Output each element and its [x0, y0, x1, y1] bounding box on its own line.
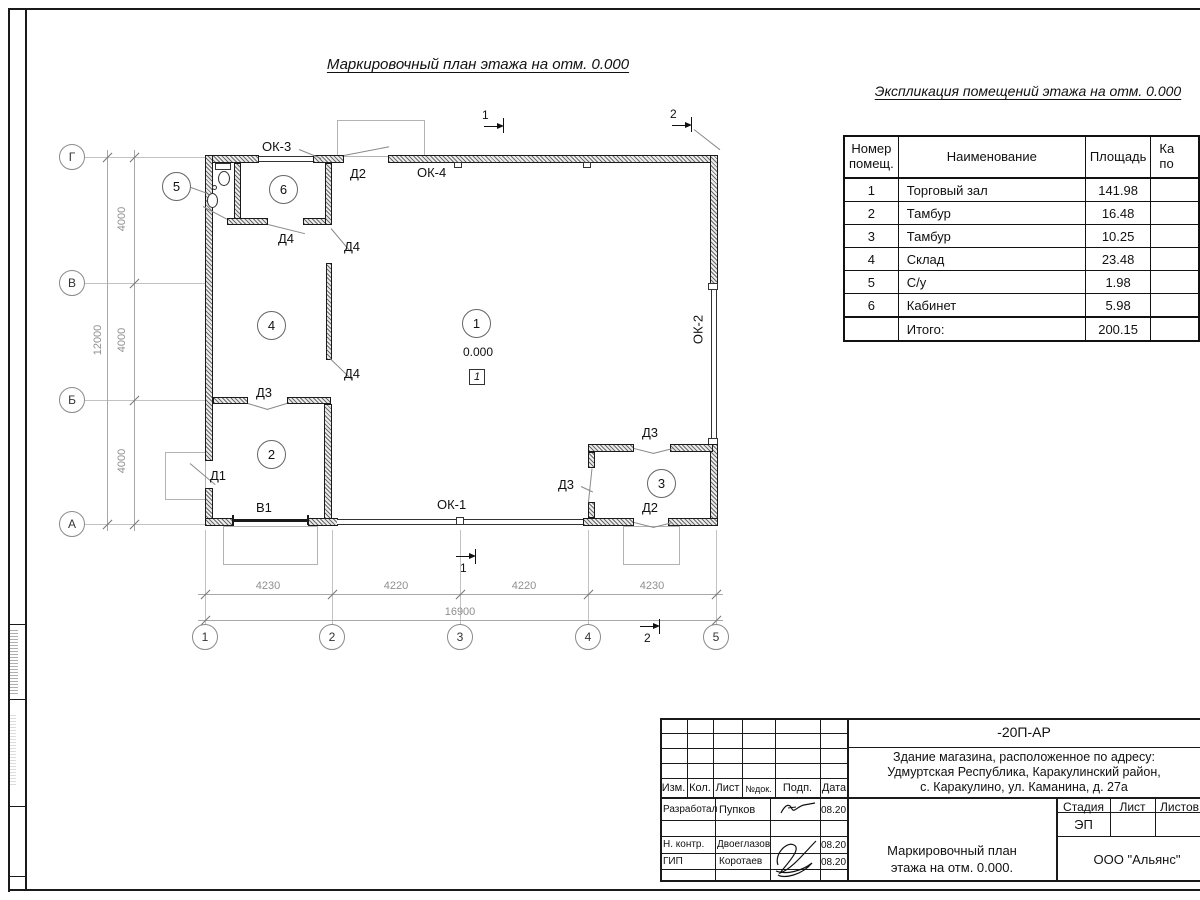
porch-outline — [623, 526, 680, 565]
dim-text-total: 12000 — [92, 324, 104, 356]
window-frame-tick — [454, 162, 462, 168]
drawing-name: этажа на отм. 0.000. — [890, 860, 1014, 875]
tb-col-data: Дата — [821, 782, 847, 794]
label-d2: Д2 — [350, 166, 367, 181]
grid-bubble-row: В — [59, 270, 85, 296]
tb-col-list: Лист — [715, 782, 740, 794]
grid-bubble-row: А — [59, 511, 85, 537]
grid-line — [716, 530, 717, 624]
titleblock-line — [848, 747, 1200, 748]
dim-text: 4000 — [116, 327, 128, 353]
signature — [778, 800, 818, 818]
partition-wall — [588, 452, 595, 468]
doc-number: -20П-АР — [997, 724, 1051, 740]
table-row: 1 Торговый зал 141.98 — [844, 178, 1199, 202]
tb-sheets-col: Листов — [1160, 800, 1199, 814]
plan-title: Маркировочный план этажа на отм. 0.000 — [326, 56, 630, 73]
porch-outline — [223, 526, 318, 565]
dim-text: 4000 — [116, 206, 128, 232]
table-total-row: Итого: 200.15 — [844, 317, 1199, 341]
floor-type-mark: 1 — [469, 369, 485, 385]
tb-date: 08.20 — [820, 857, 847, 868]
tb-col-izm: Изм. — [661, 782, 686, 794]
partition-wall — [670, 444, 713, 452]
tb-col-podp: Подп. — [782, 782, 813, 794]
partition-wall — [326, 263, 332, 360]
partition-wall — [287, 397, 331, 404]
grid-bubble-row: Б — [59, 387, 85, 413]
section-mark-tick — [659, 619, 660, 634]
explication-table — [843, 135, 1200, 342]
label-ok4: ОК-4 — [417, 165, 447, 180]
wall-segment — [710, 155, 718, 286]
stamp-divider — [8, 806, 27, 807]
wall-segment — [583, 518, 634, 526]
wall-segment — [710, 444, 718, 526]
project-address-line: с. Каракулино, ул. Каманина, д. 27а — [920, 780, 1128, 794]
grid-bubble-col: 4 — [575, 624, 601, 650]
gate-v1 — [233, 519, 308, 522]
label-d3: Д3 — [256, 385, 273, 400]
door-leaf — [588, 468, 593, 502]
label-ok3: ОК-3 — [262, 139, 292, 154]
explication-title: Экспликация помещений этажа на отм. 0.000 — [874, 83, 1182, 99]
label-ok2: ОК-2 — [690, 314, 706, 345]
gate-end-tick — [232, 515, 234, 525]
label-d4: Д4 — [344, 239, 361, 254]
window-frame-tick — [583, 162, 591, 168]
tb-date: 08.20 — [820, 840, 847, 851]
section-mark-tick — [475, 549, 476, 564]
dim-line-chain-v — [134, 150, 135, 531]
sink — [207, 193, 218, 208]
dim-text: 4000 — [116, 448, 128, 474]
stamp-divider — [8, 624, 27, 625]
grid-line — [85, 400, 207, 401]
porch-outline — [165, 452, 206, 500]
stamp-illegible-text — [10, 715, 16, 785]
door-leaf — [248, 403, 268, 410]
window-ok2 — [711, 286, 717, 444]
label-v1: В1 — [256, 500, 272, 515]
tb-role: Н. контр. — [663, 839, 705, 850]
dim-text: 4220 — [383, 580, 409, 592]
titleblock-line — [1057, 836, 1200, 837]
window-frame-tick — [708, 283, 718, 290]
wall-segment — [388, 155, 718, 163]
frame-top — [8, 8, 1200, 10]
label-d4: Д4 — [344, 366, 361, 381]
room-number-bubble: 2 — [257, 440, 286, 469]
room-number-bubble: 4 — [257, 311, 286, 340]
table-row: 3 Тамбур 10.25 — [844, 225, 1199, 248]
section-mark-label: 2 — [670, 107, 677, 121]
table-row: 4 Склад 23.48 — [844, 248, 1199, 271]
partition-wall — [325, 163, 332, 225]
wall-segment — [205, 155, 259, 163]
room-number-bubble: 5 — [162, 172, 191, 201]
titleblock-line — [660, 797, 1200, 799]
wall-segment — [668, 518, 718, 526]
partition-wall — [588, 502, 595, 518]
col-header-area: Площадь — [1085, 136, 1151, 178]
partition-wall — [234, 163, 241, 219]
grid-line — [85, 283, 207, 284]
section-mark-tick — [503, 118, 504, 133]
door-leaf — [267, 403, 287, 410]
door-leaf — [634, 448, 654, 454]
wall-segment — [205, 518, 234, 526]
toilet-tank — [215, 163, 231, 170]
partition-wall — [213, 397, 248, 404]
col-header-number: Номер помещ. — [844, 136, 898, 178]
dim-line-total-h — [198, 620, 723, 621]
tb-col-ndok: №док. — [745, 784, 772, 794]
tb-name: Пупков — [719, 804, 756, 816]
room-number-bubble: 3 — [647, 469, 676, 498]
partition-wall — [324, 404, 332, 519]
partition-wall — [227, 218, 268, 225]
tb-date: 08.20 — [820, 805, 847, 816]
project-address-line: Удмуртская Республика, Каракулинский район, — [887, 765, 1161, 779]
label-ok1: ОК-1 — [437, 497, 467, 512]
wall-segment — [308, 518, 338, 526]
room-number-bubble: 6 — [269, 175, 298, 204]
label-d1: Д1 — [210, 468, 227, 483]
level-mark: 0.000 — [462, 345, 494, 359]
company-name: ООО "Альянс" — [1093, 852, 1181, 867]
label-d3: Д3 — [642, 425, 659, 440]
label-d2: Д2 — [642, 500, 659, 515]
label-d3: Д3 — [558, 477, 575, 492]
leader-line — [694, 129, 721, 150]
stamp-illegible-text — [10, 630, 18, 694]
table-row: 5 С/у 1.98 — [844, 271, 1199, 294]
grid-line — [85, 524, 207, 525]
dim-text: 4230 — [255, 580, 281, 592]
section-mark-tick — [691, 117, 692, 132]
dim-text: 4230 — [639, 580, 665, 592]
grid-line — [85, 157, 207, 158]
window-frame-tick — [456, 517, 464, 525]
stamp-divider — [8, 876, 27, 877]
grid-bubble-col: 1 — [192, 624, 218, 650]
col-header-category: Ка по — [1151, 136, 1199, 178]
room-number-bubble: 1 — [462, 309, 491, 338]
tb-role: Разработал — [663, 804, 718, 815]
grid-line — [588, 530, 589, 624]
col-header-name: Наименование — [898, 136, 1085, 178]
titleblock-line — [1155, 798, 1156, 837]
signature — [772, 835, 820, 879]
section-mark-label: 1 — [460, 561, 467, 575]
frame-bottom — [8, 889, 1200, 891]
titleblock-border — [660, 718, 662, 882]
tb-stage-value: ЭП — [1074, 817, 1093, 832]
titleblock-border — [660, 718, 1200, 720]
section-mark-label: 1 — [482, 108, 489, 122]
table-row: 2 Тамбур 16.48 — [844, 202, 1199, 225]
label-d4: Д4 — [278, 231, 295, 246]
dim-text: 4220 — [511, 580, 537, 592]
grid-bubble-col: 3 — [447, 624, 473, 650]
toilet-bowl — [218, 171, 230, 186]
frame-left-inner — [25, 8, 27, 891]
grid-line — [205, 530, 206, 624]
window-ok3 — [259, 156, 313, 162]
titleblock-border — [660, 880, 1200, 882]
grid-line — [332, 530, 333, 624]
grid-bubble-col: 2 — [319, 624, 345, 650]
tb-col-kol: Кол. — [689, 782, 711, 794]
floor-drain — [212, 185, 217, 190]
section-mark-label: 2 — [644, 631, 651, 645]
partition-wall — [588, 444, 634, 452]
stamp-divider — [8, 699, 27, 700]
dim-line-total-v — [107, 150, 108, 531]
tb-sheet-col: Лист — [1119, 800, 1146, 814]
tb-stage-col: Стадия — [1063, 800, 1104, 814]
tb-role: ГИП — [663, 856, 683, 867]
leader-line — [581, 486, 593, 492]
porch-outline — [337, 120, 425, 157]
project-address-line: Здание магазина, расположенное по адресу: — [893, 750, 1155, 764]
tb-name: Двоеглазов — [717, 839, 771, 850]
grid-bubble-row: Г — [59, 144, 85, 170]
dim-text-total: 16900 — [444, 606, 476, 618]
tb-name: Коротаев — [719, 856, 763, 867]
table-row: 6 Кабинет 5.98 — [844, 294, 1199, 318]
drawing-name: Маркировочный план — [887, 843, 1017, 858]
grid-bubble-col: 5 — [703, 624, 729, 650]
